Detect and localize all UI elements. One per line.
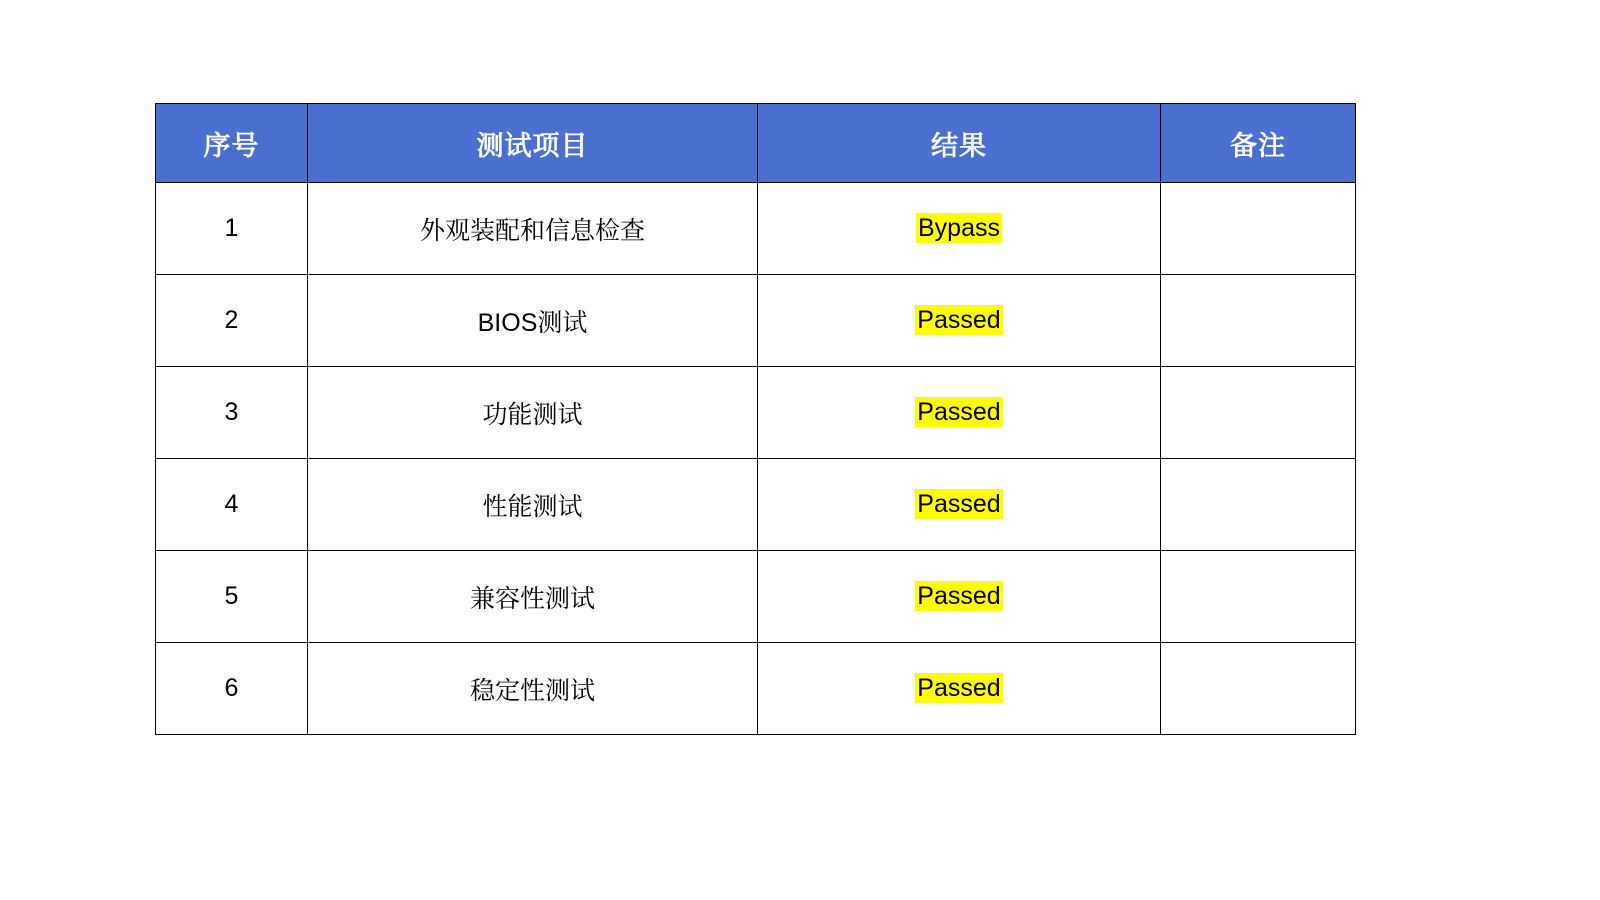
column-header-item: 测试项目 <box>308 104 758 183</box>
table-row <box>156 275 1356 367</box>
column-header-note: 备注 <box>1161 104 1356 183</box>
cell-item: BIOS测试 <box>308 275 758 367</box>
cell-note <box>1161 551 1356 643</box>
table-row <box>156 643 1356 735</box>
cell-index: 4 <box>156 459 308 551</box>
cell-note <box>1161 367 1356 459</box>
result-highlight: Passed <box>917 306 1001 334</box>
column-header-index: 序号 <box>156 104 308 183</box>
column-header-result: 结果 <box>758 104 1161 183</box>
cell-index: 5 <box>156 551 308 643</box>
cell-result <box>758 459 1161 551</box>
result-highlight: Passed <box>917 582 1001 610</box>
table-row <box>156 459 1356 551</box>
cell-note <box>1161 275 1356 367</box>
cell-note <box>1161 183 1356 275</box>
table-body <box>156 183 1356 735</box>
cell-item: 外观装配和信息检查 <box>308 183 758 275</box>
cell-result <box>758 367 1161 459</box>
cell-note <box>1161 459 1356 551</box>
cell-item: 稳定性测试 <box>308 643 758 735</box>
result-highlight: Passed <box>917 674 1001 702</box>
cell-note <box>1161 643 1356 735</box>
table-row <box>156 183 1356 275</box>
cell-index: 1 <box>156 183 308 275</box>
result-highlight: Passed <box>917 490 1001 518</box>
test-result-table-container <box>155 103 1355 735</box>
table-header <box>156 104 1356 183</box>
cell-item: 功能测试 <box>308 367 758 459</box>
cell-item: 兼容性测试 <box>308 551 758 643</box>
table-row <box>156 551 1356 643</box>
result-highlight: Passed <box>917 398 1001 426</box>
cell-result <box>758 551 1161 643</box>
test-result-table <box>155 103 1356 735</box>
cell-result <box>758 643 1161 735</box>
cell-result <box>758 275 1161 367</box>
cell-index: 3 <box>156 367 308 459</box>
table-header-row <box>156 104 1356 183</box>
result-highlight: Bypass <box>918 214 1000 242</box>
table-row <box>156 367 1356 459</box>
cell-item: 性能测试 <box>308 459 758 551</box>
cell-index: 6 <box>156 643 308 735</box>
cell-index: 2 <box>156 275 308 367</box>
cell-result <box>758 183 1161 275</box>
